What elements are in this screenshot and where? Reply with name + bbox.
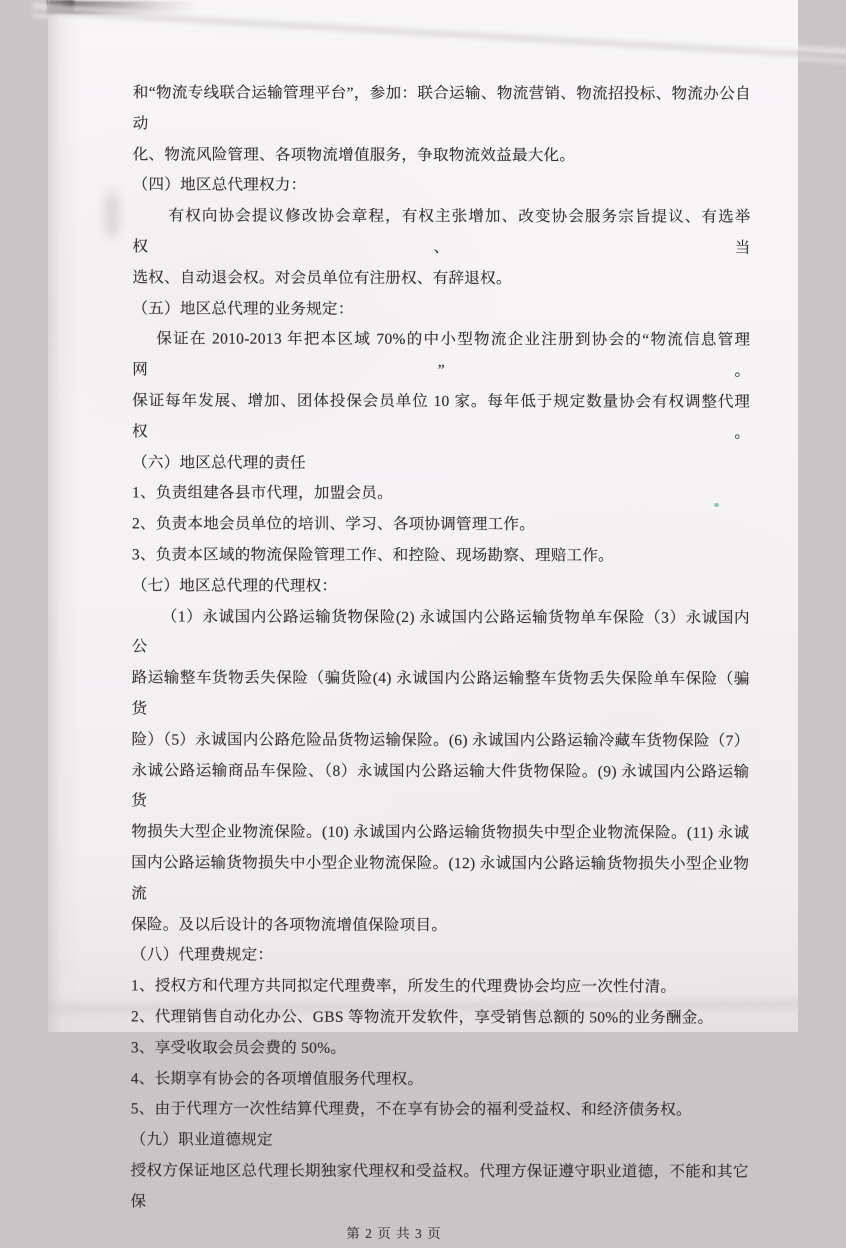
text-line: 1、授权方和代理方共同拟定代理费率，所发生的代理费协会均应一次性付清。 bbox=[130, 977, 677, 996]
text-line: （六）地区总代理的责任 bbox=[132, 453, 306, 472]
text-line: 1、负责组建各县市代理，加盟会员。 bbox=[132, 484, 393, 503]
text-line: 险）（5）永诚国内公路危险品货物运输保险。(6) 永诚国内公路运输冷藏车货物保险（7） bbox=[131, 731, 750, 750]
text-line: 保证在 2010-2013 年把本区域 70%的中小型物流企业注册到协会的“物流信息管理网”。 bbox=[132, 330, 751, 380]
document-body bbox=[47, 0, 799, 1242]
text-line: 永诚公路运输商品车保险、（8）永诚国内公路运输大件货物保险。(9) 永诚国内公路运输货 bbox=[131, 761, 750, 810]
text-line: 保险。及以后设计的各项物流增值保险项目。 bbox=[131, 915, 448, 934]
text-line: 授权方保证地区总代理长期独家代理权和受益权。代理方保证遵守职业道德，不能和其它保 bbox=[130, 1162, 749, 1211]
text-line: 4、长期享有协会的各项增值服务代理权。 bbox=[130, 1069, 424, 1088]
text-line: 保证每年发展、增加、团体投保会员单位 10 家。每年低于规定数量协会有权调整代理权。 bbox=[132, 392, 751, 442]
text-line: 有权向协会提议修改协会章程，有权主张增加、改变协会服务宗旨提议、有选举权、当 bbox=[132, 207, 751, 257]
text-line: 2、代理销售自动化办公、GBS 等物流开发软件，享受销售总额的 50%的业务酬金。 bbox=[130, 1008, 714, 1027]
text-line: （五）地区总代理的业务规定： bbox=[132, 299, 354, 318]
text-line: 3、享受收取会员会费的 50%。 bbox=[130, 1039, 347, 1057]
text-line: 选权、自动退会权。对会员单位有注册权、有辞退权。 bbox=[132, 269, 512, 287]
text-line: 路运输整车货物丢失保险（骗货险(4) 永诚国内公路运输整车货物丢失保险单车保险（骗货 bbox=[131, 669, 750, 718]
text-line: （1）永诚国内公路运输货物保险(2) 永诚国内公路运输货物单车保险（3）永诚国内公 bbox=[131, 608, 750, 656]
text-line: （七）地区总代理的代理权： bbox=[131, 577, 338, 595]
text-line: （九）职业道德规定 bbox=[130, 1131, 273, 1149]
page-number: 第 2 页 共 3 页 bbox=[346, 1226, 442, 1242]
document-lines bbox=[131, 78, 751, 1219]
text-line: 5、由于代理方一次性结算代理费，不在享有协会的福利受益权、和经济债务权。 bbox=[130, 1100, 692, 1119]
scanned-document-page bbox=[48, 0, 798, 1242]
text-line: 2、负责本地会员单位的培训、学习、各项协调管理工作。 bbox=[131, 515, 536, 534]
text-line: 国内公路运输货物损失中小型企业物流保险。(12) 永诚国内公路运输货物损失小型企业物流 bbox=[131, 854, 750, 903]
text-line: （八）代理费规定： bbox=[131, 946, 274, 964]
text-line: 和“物流专线联合运输管理平台”，参加：联合运输、物流营销、物流招投标、物流办公自动 bbox=[132, 84, 751, 133]
text-line: 3、负责本区域的物流保险管理工作、和控险、现场勘察、理赔工作。 bbox=[131, 546, 614, 565]
text-line: 物损失大型企业物流保险。(10) 永诚国内公路运输货物损失中型企业物流保险。(11) 永诚 bbox=[131, 823, 750, 842]
text-line: （四）地区总代理权力： bbox=[132, 176, 307, 195]
text-line: 化、物流风险管理、各项物流增值服务，争取物流效益最大化。 bbox=[132, 145, 576, 164]
